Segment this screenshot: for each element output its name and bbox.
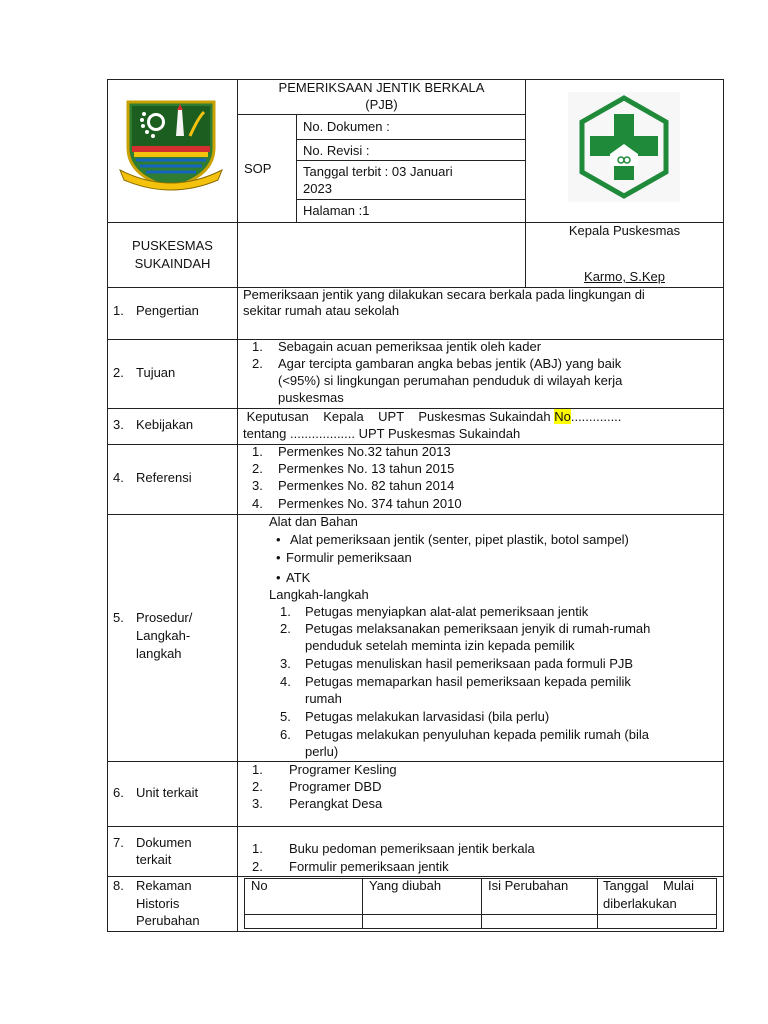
s6-item2-num: 2.: [252, 779, 263, 794]
history-table-row-cell: [481, 914, 598, 929]
alat-item3: ATK: [286, 570, 311, 585]
alat-bullet1: •: [276, 532, 281, 547]
s6-number: 6.: [113, 785, 124, 800]
alat-bullet2: •: [276, 550, 281, 565]
revision-label: No. Revisi :: [303, 143, 370, 158]
history-col-date-line2: diberlakukan: [603, 896, 677, 911]
s4-item4-text: Permenkes No. 374 tahun 2010: [278, 496, 462, 511]
s2-item2-line3: puskesmas: [278, 390, 344, 405]
s1-number: 1.: [113, 303, 124, 318]
blank-middle-cell: [237, 222, 526, 288]
step4-line1: Petugas memaparkan hasil pemeriksaan kepada pemilik: [305, 674, 631, 689]
publish-date-year: 2023: [303, 181, 332, 196]
s4-item1-num: 1.: [252, 444, 263, 459]
s6-item2-text: Programer DBD: [289, 779, 382, 794]
alat-item1: Alat pemeriksaan jentik (senter, pipet plastik, botol sampel): [290, 532, 629, 547]
s3-highlight-no: No: [554, 409, 571, 424]
step6-line1: Petugas melakukan penyuluhan kepada pemilik rumah (bila: [305, 727, 649, 742]
s8-label-line2: Historis: [136, 896, 180, 911]
history-col-date-line1: Tanggal Mulai: [603, 878, 695, 893]
s4-item2-text: Permenkes No. 13 tahun 2015: [278, 461, 455, 476]
s4-item3-num: 3.: [252, 478, 263, 493]
alat-heading: Alat dan Bahan: [269, 514, 358, 529]
s6-item3-num: 3.: [252, 796, 263, 811]
history-table-row-cell: [362, 914, 482, 929]
s3-line1-text: Keputusan Kepala UPT Puskesmas Sukaindah: [243, 409, 555, 424]
step3-num: 3.: [280, 656, 291, 671]
s5-label-line3: langkah: [136, 646, 182, 661]
s4-number: 4.: [113, 470, 124, 485]
step2-line1: Petugas melaksanakan pemeriksaan jenyik di rumah-rumah: [305, 621, 651, 636]
s7-item2-num: 2.: [252, 859, 263, 874]
s5-label-line2: Langkah-: [136, 628, 191, 643]
s4-item1-text: Permenkes No.32 tahun 2013: [278, 444, 451, 459]
alat-bullet3: •: [276, 570, 281, 585]
s2-number: 2.: [113, 365, 124, 380]
history-table-row: [244, 914, 363, 929]
s1-text-line1: Pemeriksaan jentik yang dilakukan secara berkala pada lingkungan di: [243, 287, 645, 302]
s7-item2-text: Formulir pemeriksaan jentik: [289, 859, 449, 874]
regional-emblem-icon: [118, 96, 224, 192]
s4-item3-text: Permenkes No. 82 tahun 2014: [278, 478, 455, 493]
s2-item1-num: 1.: [252, 339, 263, 354]
alat-item2: Formulir pemeriksaan: [286, 550, 412, 565]
sop-label: SOP: [244, 161, 272, 176]
step4-num: 4.: [280, 674, 291, 689]
s4-label: Referensi: [136, 470, 192, 485]
org-name-line2: SUKAINDAH: [134, 256, 211, 271]
step1-text: Petugas menyiapkan alat-alat pemeriksaan jentik: [305, 604, 589, 619]
s6-item1-num: 1.: [252, 762, 263, 777]
step6-num: 6.: [280, 727, 291, 742]
s8-label-line3: Perubahan: [136, 913, 200, 928]
doc-title-line2: (PJB): [365, 97, 398, 112]
head-name: Karmo, S.Kep: [584, 269, 665, 284]
s2-label: Tujuan: [136, 365, 176, 380]
s1-text-line2: sekitar rumah atau sekolah: [243, 303, 400, 318]
doc-title-line1: PEMERIKSAAN JENTIK BERKALA: [278, 80, 485, 95]
s6-label: Unit terkait: [136, 785, 199, 800]
org-name-line1: PUSKESMAS: [132, 238, 213, 253]
s3-line1: [243, 408, 621, 425]
s3-number: 3.: [113, 417, 124, 432]
s6-item3-text: Perangkat Desa: [289, 796, 383, 811]
s3-line2: tentang .................. UPT Puskesmas Sukaindah: [243, 426, 521, 441]
history-table-row-cell: [597, 914, 717, 929]
publish-date-label: Tanggal terbit : 03 Januari: [303, 164, 453, 179]
s7-number: 7.: [113, 835, 124, 850]
s4-item2-num: 2.: [252, 461, 263, 476]
s3-label: Kebijakan: [136, 417, 194, 432]
step5-text: Petugas melakukan larvasidasi (bila perlu): [305, 709, 550, 724]
step3-text: Petugas menuliskan hasil pemeriksaan pada formuli PJB: [305, 656, 634, 671]
s7-label-line2: terkait: [136, 852, 172, 867]
s7-item1-text: Buku pedoman pemeriksaan jentik berkala: [289, 841, 535, 856]
step2-num: 2.: [280, 621, 291, 636]
history-col-no: No: [251, 878, 268, 893]
step1-num: 1.: [280, 604, 291, 619]
s2-item2-line2: (<95%) si lingkungan perumahan penduduk di wilayah kerja: [278, 373, 623, 388]
s4-item4-num: 4.: [252, 496, 263, 511]
s2-item2-num: 2.: [252, 356, 263, 371]
step2-line2: penduduk setelah meminta izin kepada pemilik: [305, 638, 575, 653]
s8-label-line1: Rekaman: [136, 878, 192, 893]
step6-line2: perlu): [305, 744, 339, 759]
s5-number: 5.: [113, 610, 124, 625]
s3-line1-dots: ..............: [570, 409, 622, 424]
s7-label-line1: Dokumen: [136, 835, 192, 850]
step5-num: 5.: [280, 709, 291, 724]
page-label: Halaman :1: [303, 203, 370, 218]
s6-item1-text: Programer Kesling: [289, 762, 397, 777]
s2-item2-line1: Agar tercipta gambaran angka bebas jentik (ABJ) yang baik: [278, 356, 622, 371]
history-col-changed: Yang diubah: [369, 878, 442, 893]
doc-number-label: No. Dokumen :: [303, 119, 390, 134]
history-col-content: Isi Perubahan: [488, 878, 569, 893]
step4-line2: rumah: [305, 691, 342, 706]
s5-label-line1: Prosedur/: [136, 610, 193, 625]
langkah-heading: Langkah-langkah: [269, 587, 369, 602]
s8-number: 8.: [113, 878, 124, 893]
head-title: Kepala Puskesmas: [568, 223, 681, 238]
s7-item1-num: 1.: [252, 841, 263, 856]
s1-label: Pengertian: [136, 303, 199, 318]
puskesmas-logo-icon: [568, 92, 680, 202]
s2-item1-text: Sebagain acuan pemeriksaa jentik oleh kader: [278, 339, 542, 354]
